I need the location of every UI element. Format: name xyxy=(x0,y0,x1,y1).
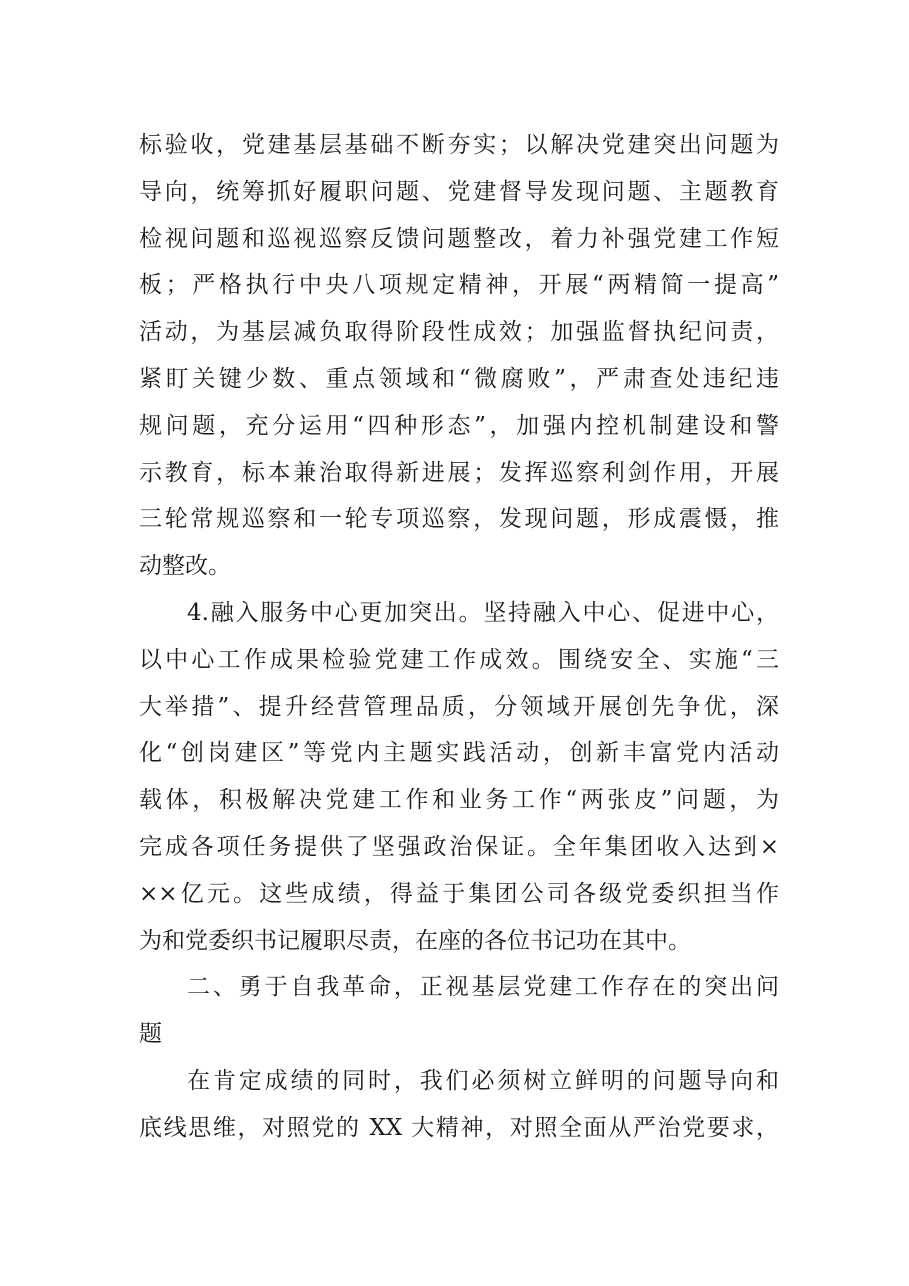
text-line: 规问题，充分运用“四种形态”，加强内控机制建设和警 xyxy=(139,412,779,439)
text-line: 在肯定成绩的同时，我们必须树立鲜明的问题导向和 xyxy=(187,1067,779,1094)
text-line: 检视问题和巡视巡察反馈问题整改，着力补强党建工作短 xyxy=(139,225,779,252)
text-line: 示教育，标本兼治取得新进展；发挥巡察利剑作用，开展 xyxy=(139,459,779,486)
text-line: 完成各项任务提供了坚强政治保证。全年集团收入达到× xyxy=(139,833,779,860)
text-line: 标验收，党建基层基础不断夯实；以解决党建突出问题为 xyxy=(139,132,779,158)
text-line: ××亿元。这些成绩，得益于集团公司各级党委织担当作 xyxy=(139,880,779,907)
text-line: 动整改。 xyxy=(139,553,231,580)
text-line: 4.融入服务中心更加突出。坚持融入中心、促进中心， xyxy=(187,599,779,626)
text-line: 底线思维，对照党的 XX 大精神，对照全面从严治党要求， xyxy=(139,1114,779,1141)
text-line: 三轮常规巡察和一轮专项巡察，发现问题，形成震慑，推 xyxy=(139,506,779,533)
text-line: 以中心工作成果检验党建工作成效。围绕安全、实施“三 xyxy=(139,646,779,673)
text-line: 板；严格执行中央八项规定精神，开展“两精简一提高” xyxy=(139,272,779,299)
text-line: 题 xyxy=(139,1021,162,1048)
text-line: 紧盯关键少数、重点领域和“微腐败”，严肃查处违纪违 xyxy=(139,365,779,392)
text-line: 导向，统筹抓好履职问题、党建督导发现问题、主题教育 xyxy=(139,178,779,205)
text-line: 二、勇于自我革命，正视基层党建工作存在的突出问 xyxy=(187,974,779,1001)
text-line: 为和党委织书记履职尽责，在座的各位书记功在其中。 xyxy=(139,927,691,954)
text-line: 大举措”、提升经营管理品质，分领域开展创先争优，深 xyxy=(139,693,779,720)
text-line: 化“创岗建区”等党内主题实践活动，创新丰富党内活动 xyxy=(139,740,779,767)
document-body xyxy=(139,122,779,1152)
text-line: 活动，为基层减负取得阶段性成效；加强监督执纪问责， xyxy=(139,319,779,346)
text-line: 载体，积极解决党建工作和业务工作“两张皮”问题，为 xyxy=(139,787,779,814)
